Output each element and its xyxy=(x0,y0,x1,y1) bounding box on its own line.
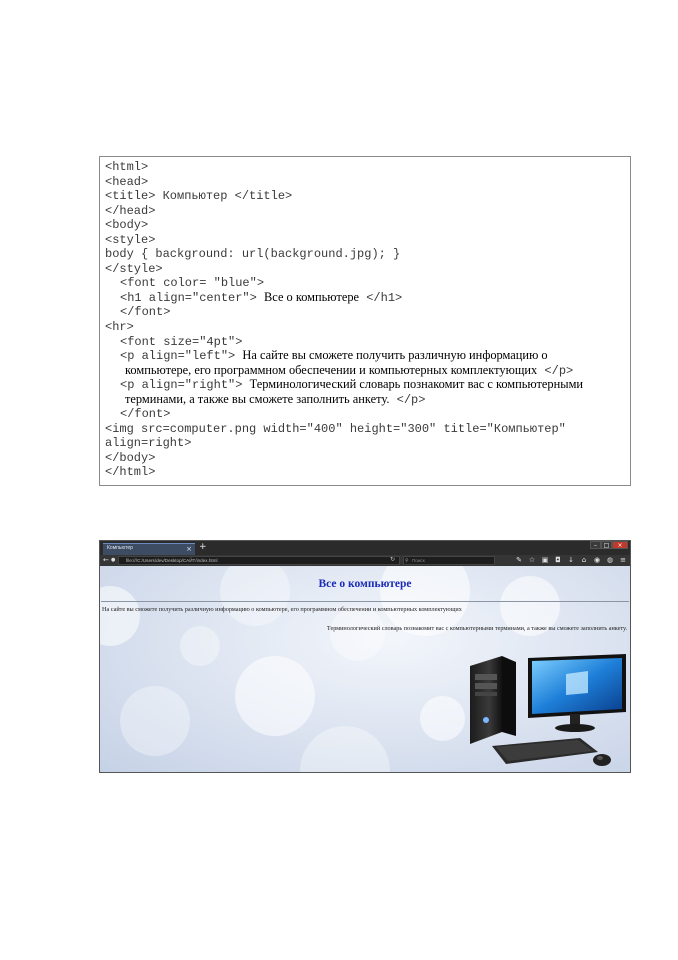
minimize-icon[interactable]: – xyxy=(590,541,601,549)
reload-icon[interactable]: ↻ xyxy=(390,556,396,563)
code-markup: <head> xyxy=(105,174,149,189)
code-markup: </font> xyxy=(120,407,171,422)
page-viewport xyxy=(100,566,630,773)
code-markup: <p align="right"> xyxy=(120,378,250,393)
code-line xyxy=(105,464,625,479)
code-line xyxy=(105,203,625,218)
code-markup: <hr> xyxy=(105,320,134,335)
code-markup: <body> xyxy=(105,218,149,233)
code-line xyxy=(105,334,625,349)
code-markup: </font> xyxy=(120,305,171,320)
code-markup: </h1> xyxy=(359,290,403,305)
code-text: терминами, а также вы сможете заполнить анкету. xyxy=(125,391,390,406)
code-line xyxy=(105,319,625,334)
code-markup: align=right> xyxy=(105,436,192,451)
code-line xyxy=(105,363,625,378)
code-markup: <title> Компьютер </title> xyxy=(105,189,293,204)
code-line xyxy=(105,304,625,319)
browser-screenshot xyxy=(99,540,631,773)
code-markup: <style> xyxy=(105,232,156,247)
code-line xyxy=(105,406,625,421)
code-line xyxy=(105,275,625,290)
wrench-icon[interactable]: ✎ xyxy=(516,556,522,564)
pocket-icon[interactable]: ◘ xyxy=(555,556,561,564)
menu-icon[interactable]: ≡ xyxy=(620,556,626,564)
star-icon[interactable]: ☆ xyxy=(528,556,536,564)
code-line xyxy=(105,377,625,392)
left-paragraph: На сайте вы сможете получить различную информацию о компьютере, его программном обеспечении и компьютерных комплектующих xyxy=(102,606,462,613)
code-line xyxy=(105,232,625,247)
home-icon[interactable]: ⌂ xyxy=(581,556,587,564)
code-markup: <html> xyxy=(105,160,149,174)
maximize-icon[interactable]: □ xyxy=(601,541,612,549)
code-line xyxy=(105,450,625,465)
code-markup: </body> xyxy=(105,450,156,465)
search-input[interactable] xyxy=(403,556,495,565)
code-text: компьютере, его программном обеспечении и компьютерных комплектующих xyxy=(125,362,538,377)
code-line xyxy=(105,435,625,450)
code-line xyxy=(105,246,625,261)
background-bokeh xyxy=(220,566,290,626)
code-markup: </head> xyxy=(105,203,156,218)
code-markup: </style> xyxy=(105,261,163,276)
new-tab-icon[interactable]: + xyxy=(199,542,207,552)
clipboard-icon[interactable]: ▣ xyxy=(541,556,549,564)
code-markup: </html> xyxy=(105,465,156,480)
toolbar-icons xyxy=(514,555,628,566)
search-placeholder: Поиск xyxy=(412,558,425,563)
tab-bar xyxy=(100,541,630,555)
background-bokeh xyxy=(100,586,140,646)
code-listing xyxy=(99,156,631,486)
url-text: file:///C:/Users/dev/Desktop/САЙТ/index.html xyxy=(126,558,218,563)
right-paragraph: Терминологический словарь познакомит вас с компьютерными терминами, а также вы сможете заполнить анкету. xyxy=(326,625,627,632)
code-markup: <p align="left"> xyxy=(120,349,243,364)
back-arrow-icon[interactable]: ← xyxy=(103,556,109,564)
forward-arrow-icon[interactable]: ● xyxy=(111,557,116,563)
code-line xyxy=(105,217,625,232)
code-markup: body { background: url(background.jpg); } xyxy=(105,247,401,262)
background-bokeh xyxy=(235,656,315,736)
tab-close-icon[interactable]: × xyxy=(186,545,192,553)
background-bokeh xyxy=(330,606,385,661)
background-bokeh xyxy=(300,726,390,773)
chat-icon[interactable]: ◉ xyxy=(593,556,601,564)
code-text: На сайте вы сможете получить различную информацию о xyxy=(242,348,548,363)
code-markup: </p> xyxy=(537,363,574,378)
background-bokeh xyxy=(180,626,220,666)
code-markup: <img src=computer.png width="400" height="300" title="Компьютер" xyxy=(105,421,566,436)
code-line xyxy=(105,188,625,203)
close-window-icon[interactable]: × xyxy=(612,541,628,549)
window-controls xyxy=(590,541,628,550)
code-line xyxy=(105,159,625,174)
shield-icon[interactable]: ◍ xyxy=(606,556,614,564)
navigation-bar xyxy=(100,555,630,566)
search-icon: ⚲ xyxy=(405,558,409,564)
download-icon[interactable]: ↓ xyxy=(568,556,574,564)
background-bokeh xyxy=(420,696,465,741)
code-line xyxy=(105,348,625,363)
code-line xyxy=(105,174,625,189)
code-markup: </p> xyxy=(389,392,426,407)
code-markup: <h1 align="center"> xyxy=(120,290,265,305)
code-markup: <font size="4pt"> xyxy=(120,334,243,349)
page-heading: Все о компьютере xyxy=(318,578,412,590)
tab-title: Компьютер xyxy=(107,545,133,551)
code-line xyxy=(105,421,625,436)
code-line xyxy=(105,290,625,305)
background-bokeh xyxy=(120,686,190,756)
code-line xyxy=(105,261,625,276)
code-text: Все о компьютере xyxy=(264,289,360,304)
code-markup: <font color= "blue"> xyxy=(120,276,265,291)
computer-image xyxy=(462,648,630,773)
browser-tab[interactable] xyxy=(103,543,195,555)
code-text: Терминологический словарь познакомит вас с компьютерными xyxy=(249,377,584,392)
code-line xyxy=(105,392,625,407)
url-bar[interactable] xyxy=(118,556,400,565)
horizontal-rule xyxy=(101,601,629,602)
